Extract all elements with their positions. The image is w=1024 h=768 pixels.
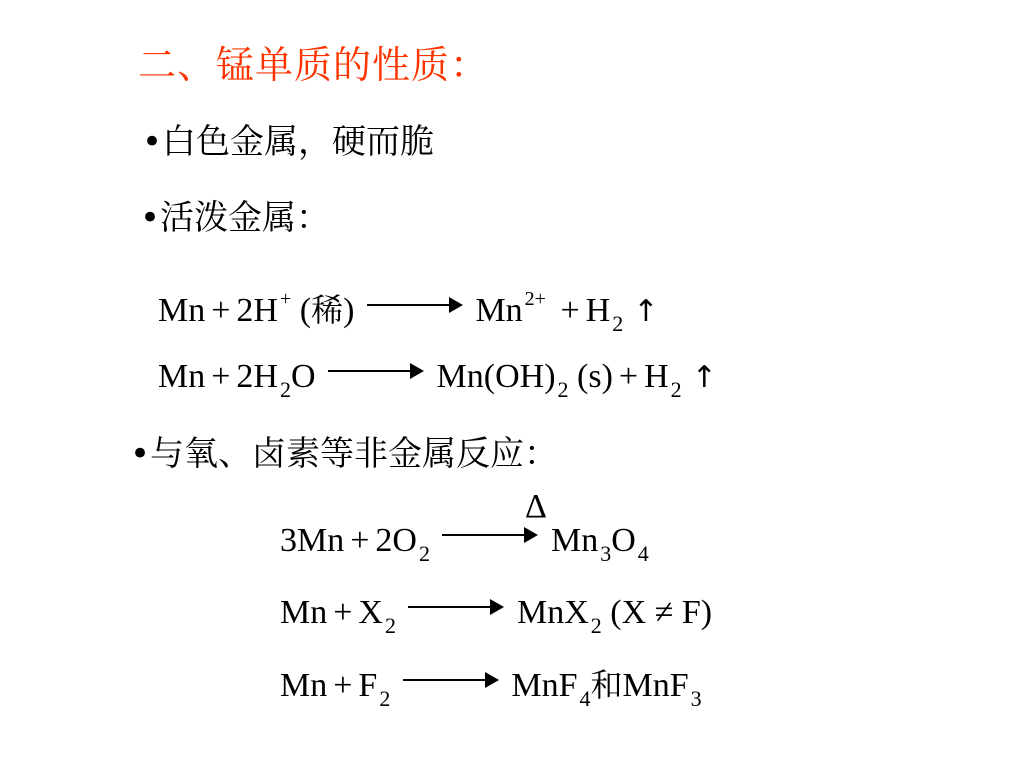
eq2-product-h: H bbox=[644, 358, 669, 395]
gas-up-arrow-icon: ↑ bbox=[691, 360, 717, 395]
eq1-plus-2: + bbox=[560, 292, 580, 329]
eq4-condition-note: (X ≠ F) bbox=[610, 594, 713, 631]
eq1-plus: + bbox=[211, 292, 231, 329]
eq5-reactant-mn: Mn bbox=[280, 667, 328, 704]
eq5-product-mnf3: MnF bbox=[622, 667, 689, 704]
equation-mn-halogen bbox=[280, 590, 712, 649]
eq3-product-mn: Mn bbox=[550, 522, 599, 559]
eq2-reactant-h: 2H bbox=[236, 358, 278, 395]
eq5-reactant-f: F bbox=[358, 667, 378, 704]
eq1-mn-charge: 2+ bbox=[524, 288, 546, 310]
eq2-plus-2: + bbox=[618, 358, 639, 395]
reaction-arrow-icon bbox=[328, 361, 424, 381]
reaction-arrow-icon bbox=[442, 525, 538, 545]
eq2-reactant-mn: Mn bbox=[158, 358, 206, 395]
eq1-h-subscript: 2 bbox=[612, 311, 624, 336]
bullet-white-metal: •白色金属，硬而脆 bbox=[142, 122, 435, 162]
eq3-o-subscript: 2 bbox=[418, 541, 430, 566]
eq5-plus: + bbox=[333, 667, 353, 704]
eq4-plus: + bbox=[333, 594, 353, 631]
gas-up-arrow-icon: ↑ bbox=[633, 294, 659, 329]
eq5-f3-subscript: 3 bbox=[690, 686, 702, 711]
eq1-h-charge: + bbox=[279, 288, 292, 310]
eq1-reactant-h: 2H bbox=[236, 292, 278, 329]
eq4-mnx-subscript: 2 bbox=[590, 613, 602, 638]
eq3-reactant-mn: 3Mn bbox=[280, 522, 345, 559]
eq5-and-connector: 和 bbox=[590, 666, 623, 704]
eq2-h-subscript: 2 bbox=[279, 377, 291, 402]
reaction-arrow-icon bbox=[403, 670, 499, 690]
eq3-o4-subscript: 4 bbox=[637, 541, 649, 566]
eq2-product-hydroxide: Mn(OH) bbox=[436, 358, 556, 395]
eq4-reactant-mn: Mn bbox=[280, 594, 328, 631]
eq4-x-subscript: 2 bbox=[384, 613, 396, 638]
eq3-plus: + bbox=[350, 522, 370, 559]
eq1-paren-open: ( bbox=[299, 292, 312, 329]
eq1-reactant-mn: Mn bbox=[158, 292, 206, 329]
equation-mn-acid bbox=[158, 276, 658, 347]
slide-title: 二、锰单质的性质： bbox=[138, 43, 490, 87]
reaction-arrow-icon bbox=[408, 597, 504, 617]
eq1-dilute-label: 稀 bbox=[311, 291, 344, 329]
eq1-product-mn: Mn bbox=[475, 292, 523, 329]
eq2-h2-subscript: 2 bbox=[670, 377, 682, 402]
eq3-reactant-o: 2O bbox=[375, 522, 417, 559]
reaction-arrow-icon bbox=[367, 295, 463, 315]
eq4-product-mnx: MnX bbox=[516, 594, 589, 631]
eq2-oh-subscript: 2 bbox=[557, 377, 569, 402]
equation-mn-fluorine bbox=[280, 662, 702, 722]
eq1-paren-close: ) bbox=[343, 292, 355, 329]
eq5-product-mnf4: MnF bbox=[511, 667, 578, 704]
equation-mn-oxygen bbox=[280, 518, 649, 577]
eq3-mn-subscript: 3 bbox=[600, 541, 612, 566]
eq2-solid-state: (s) bbox=[577, 358, 613, 395]
eq2-reactant-o: O bbox=[290, 358, 316, 395]
bullet-active-metal: •活泼金属： bbox=[140, 198, 331, 238]
bullet-nonmetal-reactions: •与氧、卤素等非金属反应： bbox=[130, 434, 559, 474]
eq5-f4-subscript: 4 bbox=[579, 686, 591, 711]
eq5-f-subscript: 2 bbox=[379, 686, 391, 711]
eq4-reactant-x: X bbox=[358, 594, 383, 631]
eq1-product-h: H bbox=[585, 292, 611, 329]
heat-delta-symbol: Δ bbox=[525, 488, 547, 525]
equation-mn-water bbox=[158, 354, 717, 413]
eq2-plus: + bbox=[211, 358, 231, 395]
eq3-product-o: O bbox=[611, 522, 636, 559]
